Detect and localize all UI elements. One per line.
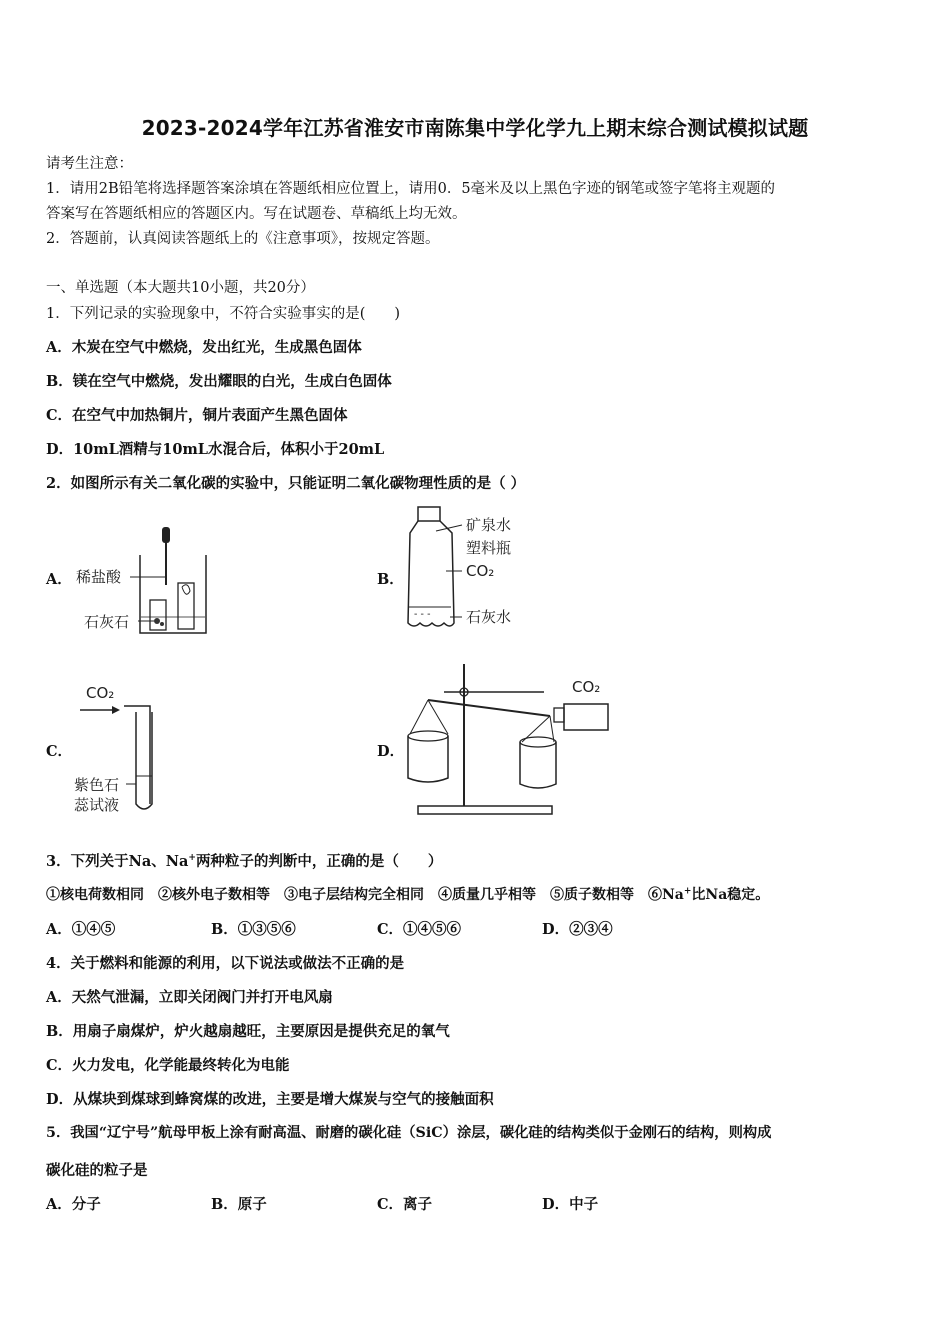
figure-b-gas-label: CO₂ (466, 562, 495, 580)
figure-b-label-1: 矿泉水 (466, 516, 512, 534)
notice-item-1-line-2: 答案写在答题纸相应的答题区内。写在试题卷、草稿纸上均无效。 (46, 206, 467, 222)
notice-item-1-line-1: 1．请用2B铅笔将选择题答案涂填在答题纸相应位置上，请用0．5毫米及以上黑色字迹的钢笔或签字笔将主观题的 (46, 181, 776, 197)
figure-b-bottle (400, 503, 540, 633)
bottle-cap (418, 507, 440, 521)
gas-bottle (564, 704, 608, 730)
q3-option-b: B．①③⑤⑥ (211, 921, 296, 938)
section-heading: 一、单选题（本大题共10小题，共20分） (46, 280, 315, 296)
balance-beam (428, 700, 550, 716)
page-title: 2023-2024学年江苏省淮安市南陈集中学化学九上期末综合测试模拟试题 (141, 116, 809, 140)
q5-option-a: A．分子 (46, 1196, 101, 1213)
q2-option-b-label: B． (377, 571, 404, 588)
figure-c-gas-label: CO₂ (86, 684, 115, 702)
q4-option-a: A．天然气泄漏，立即关闭阀门并打开电风扇 (46, 989, 333, 1006)
dropper-bulb (162, 527, 170, 543)
q5-stem-line-2: 碳化硅的粒子是 (46, 1162, 148, 1179)
notice-item-2: 2．答题前，认真阅读答题纸上的《注意事项》，按规定答题。 (46, 231, 440, 247)
q1-option-a: A．木炭在空气中燃烧，发出红光，生成黑色固体 (46, 339, 362, 356)
stand-base (418, 806, 552, 814)
figure-c-test-tube (74, 680, 184, 820)
q1-stem: 1．下列记录的实验现象中，不符合实验事实的是( ) (46, 306, 401, 322)
figure-a-beaker (70, 525, 220, 640)
figure-a-acid-label: 稀盐酸 (76, 568, 122, 586)
q1-option-d: D．10mL酒精与10mL水混合后，体积小于20mL (46, 441, 385, 458)
notice-heading: 请考生注意： (46, 156, 133, 172)
q4-option-b: B．用扇子扇煤炉，炉火越扇越旺，主要原因是提供充足的氧气 (46, 1023, 450, 1040)
small-test-tube-2 (178, 583, 194, 629)
figure-c-solution-label-1: 紫色石 (74, 776, 120, 794)
q3-option-a: A．①④⑤ (46, 921, 116, 938)
q5-stem-line-1: 5．我国“辽宁号”航母甲板上涂有耐高温、耐磨的碳化硅（SiC）涂层，碳化硅的结构类似于金刚石的结构，则构成 (46, 1125, 772, 1141)
q3-choices: ①核电荷数相同 ②核外电子数相等 ③电子层结构完全相同 ④质量几乎相等 ⑤质子数相等 ⑥Na+比Na稳定。 (46, 886, 770, 903)
right-beaker (520, 742, 556, 788)
delivery-tube (124, 706, 150, 804)
q2-option-c-label: C． (46, 743, 73, 760)
figure-c-solution-label-2: 蕊试液 (74, 796, 120, 814)
figure-b-water-label: 石灰水 (466, 608, 512, 626)
q5-option-d: D．中子 (542, 1196, 599, 1213)
small-test-tube (150, 600, 166, 630)
q5-option-b: B．原子 (211, 1196, 267, 1213)
q4-option-c: C．火力发电，化学能最终转化为电能 (46, 1057, 290, 1074)
q2-option-d-label: D． (377, 743, 405, 760)
q1-option-b: B．镁在空气中燃烧，发出耀眼的白光，生成白色固体 (46, 373, 392, 390)
q3-option-c: C．①④⑤⑥ (377, 921, 462, 938)
q2-option-a-label: A． (46, 571, 72, 588)
q2-stem: 2．如图所示有关二氧化碳的实验中，只能证明二氧化碳物理性质的是（ ） (46, 475, 526, 492)
q4-stem: 4．关于燃料和能源的利用，以下说法或做法不正确的是 (46, 955, 405, 972)
q4-option-d: D．从煤块到煤球到蜂窝煤的改进，主要是增大煤炭与空气的接触面积 (46, 1091, 494, 1108)
q3-option-d: D．②③④ (542, 921, 613, 938)
svg-text:- - -: - - - (414, 609, 431, 620)
q3-stem: 3．下列关于Na、Na+两种粒子的判断中，正确的是（ ） (46, 853, 443, 870)
figure-b-label-2: 塑料瓶 (466, 539, 512, 557)
figure-d-balance (404, 660, 624, 820)
figure-a-stone-label: 石灰石 (84, 613, 130, 631)
figure-d-gas-label: CO₂ (572, 678, 601, 696)
left-beaker (408, 736, 448, 782)
q5-option-c: C．离子 (377, 1196, 433, 1213)
q1-option-c: C．在空气中加热铜片，铜片表面产生黑色固体 (46, 407, 348, 424)
